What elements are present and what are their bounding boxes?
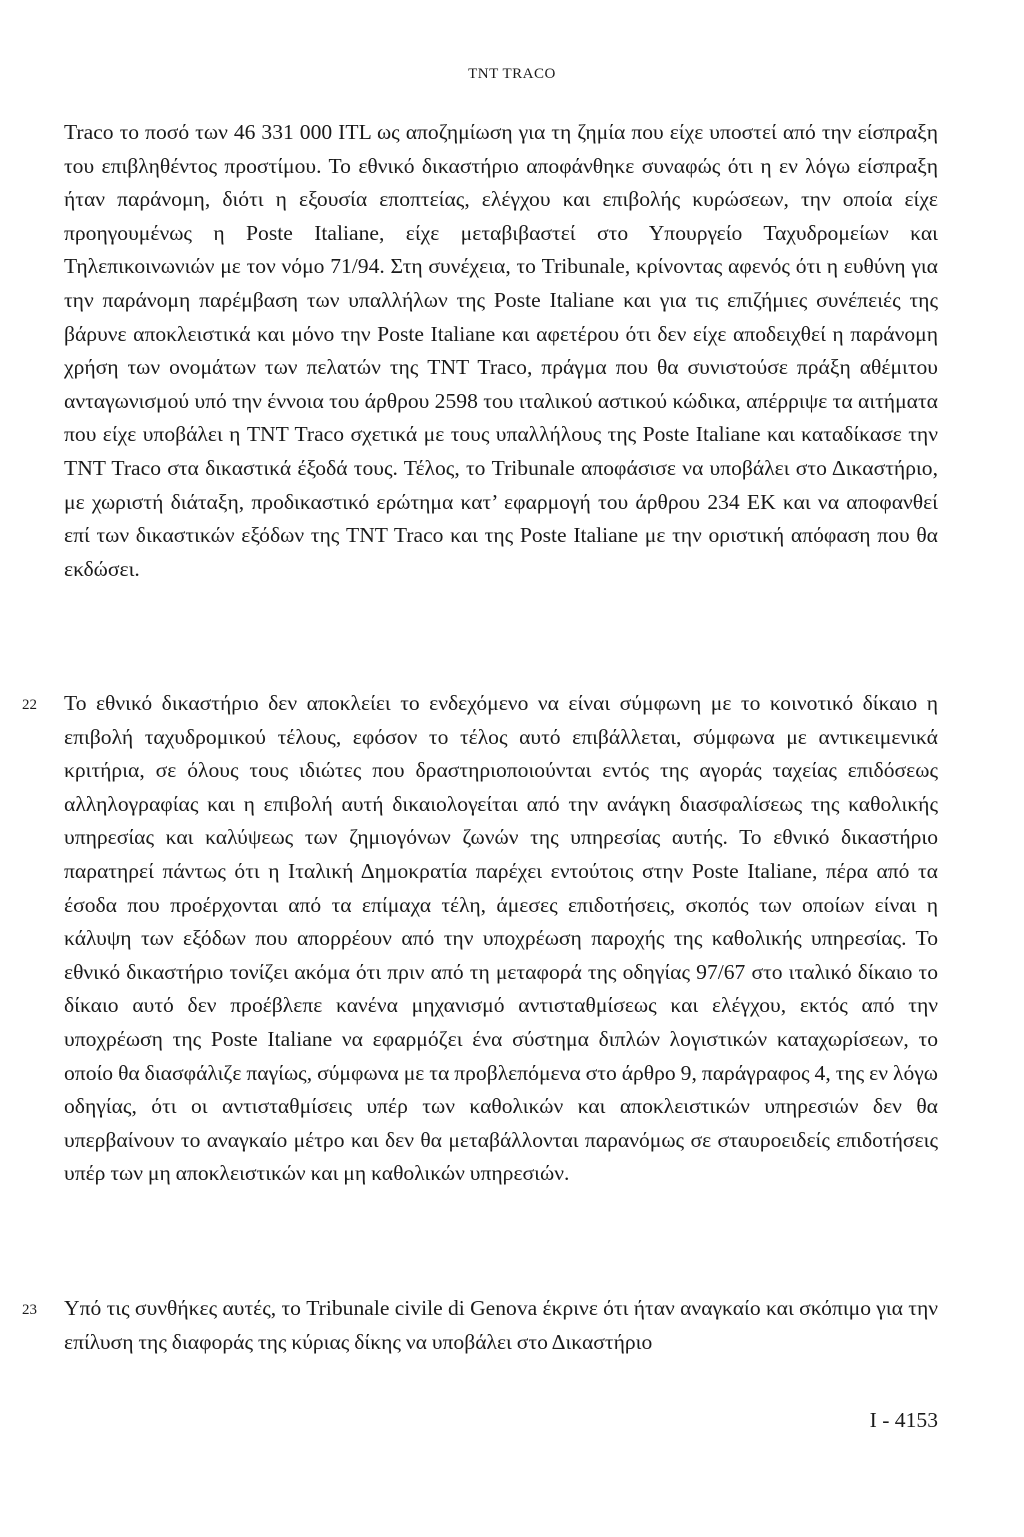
paragraph-23-text: Υπό τις συνθήκες αυτές, το Tribunale civile di Genova έκρινε ότι ήταν αναγκαίο και σκόπιμο για την επίλυση της διαφοράς της κύριας δίκης να υποβάλει στο Δικαστήριο — [64, 1296, 938, 1354]
running-header: TNT TRACO — [468, 66, 556, 82]
paragraph-number-22: 22 — [22, 697, 37, 713]
paragraph-22-text: Το εθνικό δικαστήριο δεν αποκλείει το ενδεχόμενο να είναι σύμφωνη με το κοινοτικό δίκαιο η επιβολή ταχυδρομικού τέλους, εφόσον το τέλος αυτό επιβάλλεται, σύμφωνα με αντικειμενικά κριτήρια, σε όλους τους ιδιώτες που δραστηριοποιούνται εντός της αγοράς ταχείας επιδόσεως αλληλογραφίας και η επιβολή αυτή δικαιολογείται από την ανάγκη διασφαλίσεως της καθολικής υπηρεσίας και καλύψεως των ζημιογόνων ζωνών της υπηρεσίας αυτής. Το εθνικό δικαστήριο παρατηρεί πάντως ότι η Ιταλική Δημοκρατία παρέχει εντούτοις στην Poste Italiane, πέρα από τα έσοδα που προέρχονται από τα επίμαχα τέλη, άμεσες επιδοτήσεις, σκοπός των οποίων είναι η κάλυψη των εξόδων που απορρέουν από την υποχρέωση παροχής της καθολικής υπηρεσίας. Το εθνικό δικαστήριο τονίζει ακόμα ότι πριν από τη μεταφορά της οδηγίας 97/67 στο ιταλικό δίκαιο το δίκαιο αυτό δεν προέβλεπε κανένα μηχανισμό αντισταθμίσεως και ελέγχου, εκτός από την υποχρέωση της Poste Italiane να εφαρμόζει ένα σύστημα διπλών λογιστικών καταχωρίσεων, το οποίο θα διασφάλιζε παγίως, σύμφωνα με τα προβλεπόμενα στο άρθρο 9, παράγραφος 4, της εν λόγω οδηγίας, ότι οι αντισταθμίσεις υπέρ των καθολικών και αποκλειστικών υπηρεσιών δεν θα υπερβαίνουν το αναγκαίο μέτρο και δεν θα μεταβάλλονται παρανόμως σε σταυροειδείς επιδοτήσεις υπέρ των μη αποκλειστικών και μη καθολικών υπηρεσιών. — [64, 691, 938, 1186]
paragraph-continued-text: Traco το ποσό των 46 331 000 ITL ως αποζημίωση για τη ζημία που είχε υποστεί από την είσπραξη του επιβληθέντος προστίμου. Το εθνικό δικαστήριο αποφάνθηκε συναφώς ότι η εν λόγω είσπραξη ήταν παράνομη, διότι η εξουσία εποπτείας, ελέγχου και επιβολής κυρώσεων, την οποία είχε προηγουμένως η Poste Italiane, είχε μεταβιβαστεί στο Υπουργείο Ταχυδρομείων και Τηλεπικοινωνιών με τον νόμο 71/94. Στη συνέχεια, το Tribunale, κρίνοντας αφενός ότι η ευθύνη για την παράνομη παρέμβαση των υπαλλήλων της Poste Italiane και για τις επιζήμιες συνέπειές της βάρυνε αποκλειστικά και μόνο την Poste Italiane και αφετέρου ότι δεν είχε αποδειχθεί η παράνομη χρήση των ονομάτων των πελατών της TNT Traco, πράγμα που θα συνιστούσε πράξη αθέμιτου ανταγωνισμού υπό την έννοια του άρθρου 2598 του ιταλικού αστικού κώδικα, απέρριψε τα αιτήματα που είχε υποβάλει η TNT Traco σχετικά με τους υπαλλήλους της Poste Italiane και καταδίκασε την TNT Traco στα δικαστικά έξοδά τους. Τέλος, το Tribunale αποφάσισε να υποβάλει στο Δικαστήριο, με χωριστή διάταξη, προδικαστικό ερώτημα κατ’ εφαρμογή του άρθρου 234 ΕΚ και να αποφανθεί επί των δικαστικών εξόδων της TNT Traco και της Poste Italiane με την οριστική απόφαση που θα εκδώσει. — [64, 120, 938, 581]
page-number: I - 4153 — [869, 1408, 938, 1432]
paragraph-number-23: 23 — [22, 1302, 37, 1318]
